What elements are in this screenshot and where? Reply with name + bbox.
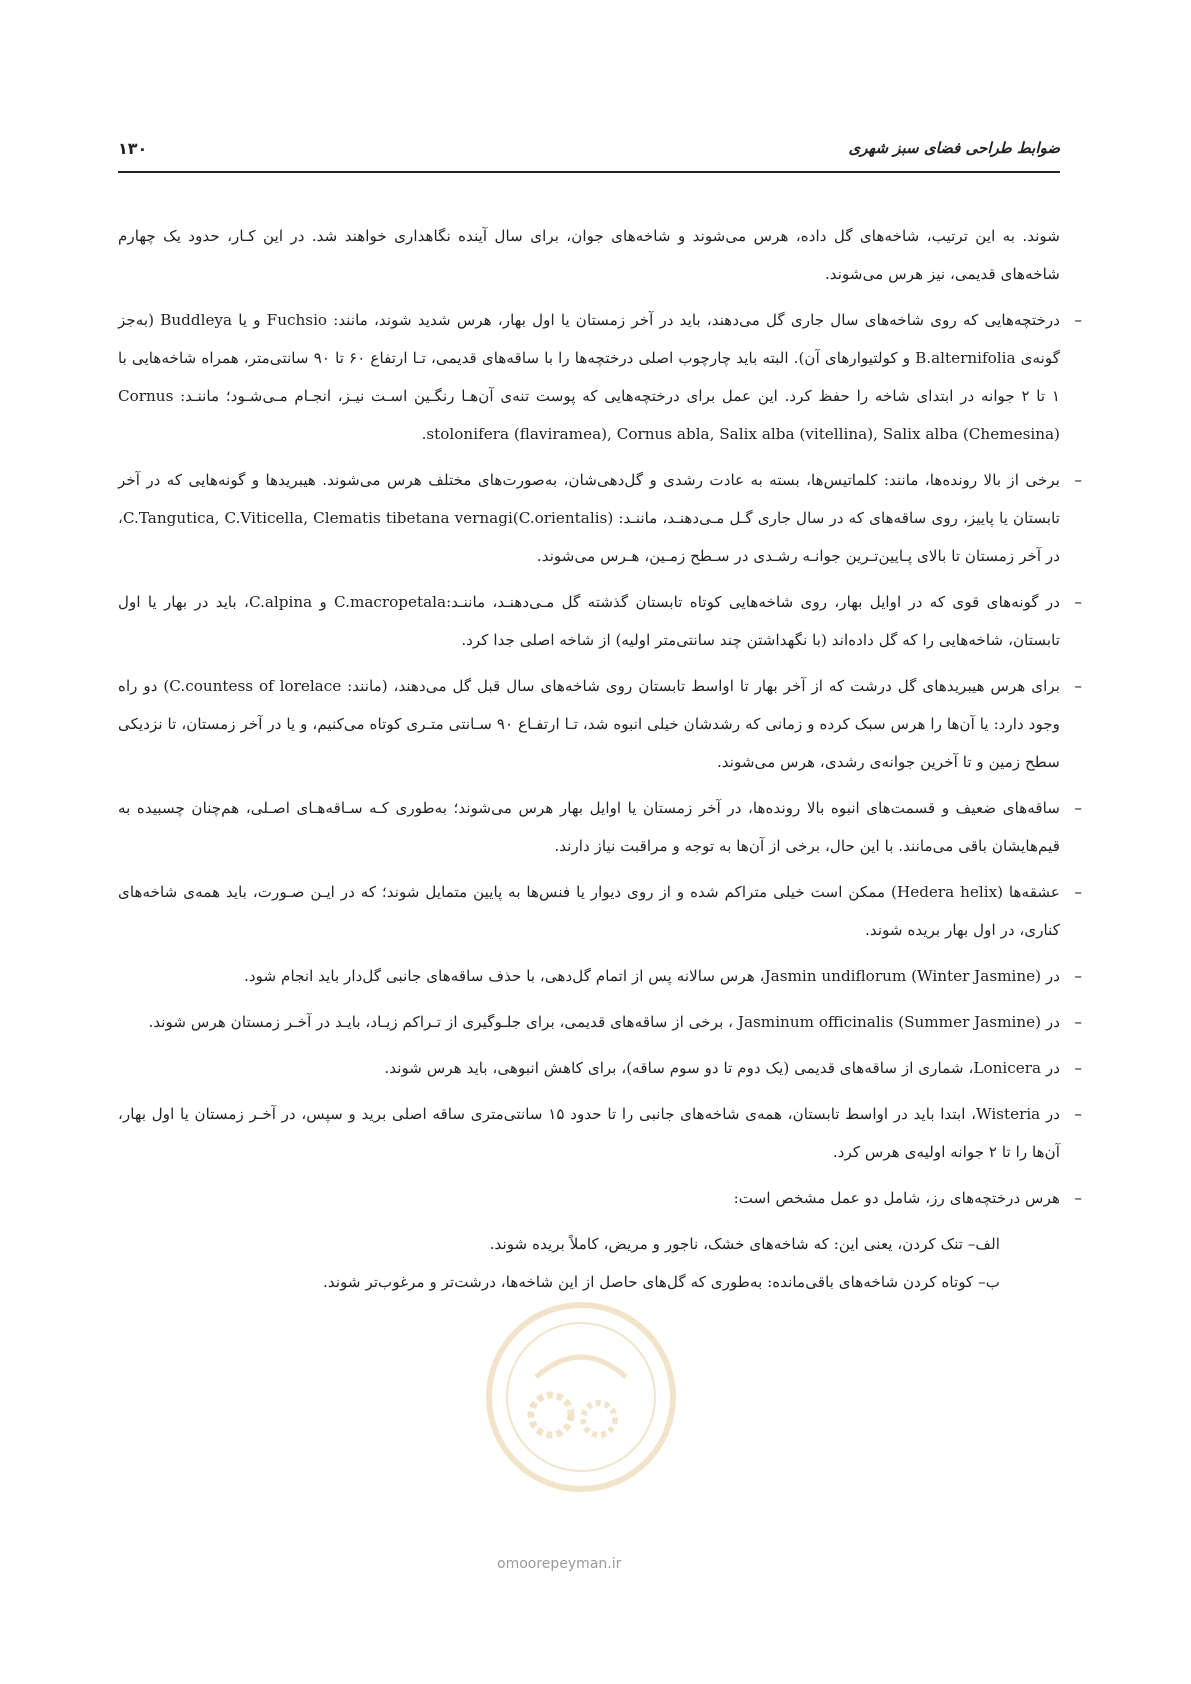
bullet-dash: – [1074, 1189, 1082, 1207]
list-item [118, 461, 1082, 575]
list-item [118, 957, 1082, 995]
list-item-text: ساقه‌های ضعیف و قسمت‌های انبوه بالا رونده‌ها، در آخر زمستان یا اوایل بهار هرس می‌شوند؛ به‌طوری کـه سـاقه‌هـای اصـلی، هم‌چنان چسبیده به قیم‌هایشان باقی می‌مانند. با این حال، برخی از آن‌ها به توجه و مراقبت نیاز دارند. [118, 799, 1060, 855]
list-item [118, 873, 1082, 949]
bullet-dash: – [1074, 593, 1082, 611]
list-item-text: برای هرس هیبریدهای گل درشت که از آخر بهار تا اواسط تابستان روی شاخه‌های سال قبل گل می‌دهند، (مانند: C.countess of lorelace) دو راه وجود دارد: یا آن‌ها را هرس سبک کرده و زمانی که رشدشان خیلی انبوه شد، تـا ارتفـاع ۹۰ سـانتی متـری کوتاه می‌کنیم، و یا در آخر زمستان، تا نزدیکی سطح زمین و تا آخرین جوانه‌ی رشدی، هرس می‌شوند. [118, 677, 1061, 771]
list-item [118, 789, 1082, 865]
bullet-dash: – [1074, 799, 1082, 817]
list-item-text: در گونه‌های قوی که در اوایل بهار، روی شاخه‌هایی کوتاه تابستان گذشته گل مـی‌دهنـد، ماننـد:C.macropetala و C.alpina، باید در بهار یا اول تابستان، شاخه‌هایی را که گل داده‌اند (با نگهداشتن چند سانتی‌متر اولیه) از شاخه اصلی جدا کرد. [118, 593, 1060, 649]
list-item-text: در Wisteria، ابتدا باید در اواسط تابستان، همه‌ی شاخه‌های جانبی را تا حدود ۱۵ سانتی‌متری ساقه اصلی برید و سپس، در آخـر زمستان یا اول بهار، آن‌ها را تا ۲ جوانه اولیه‌ی هرس کرد. [118, 1105, 1060, 1161]
list-item-text: عشقه‌ها (Hedera helix) ممکن است خیلی متراکم شده و از روی دیوار یا فنس‌ها به پایین متمایل شوند؛ که در ایـن صـورت، باید همه‌ی شاخه‌های کناری، در اول بهار بریده شوند. [118, 883, 1060, 939]
list-item-text: در (Jasminum officinalis (Summer Jasmine ، برخی از ساقه‌های قدیمی، برای جلـوگیری از تـراکم زیـاد، بایـد در آخـر زمستان هرس شوند. [148, 1013, 1060, 1031]
bullet-dash: – [1074, 1105, 1082, 1123]
list-item-text: برخی از بالا رونده‌ها، مانند: کلماتیس‌ها، بسته به عادت رشدی و گل‌دهی‌شان، به‌صورت‌های مختلف هرس می‌شوند. هیبریدها و گونه‌هایی که در آخر تابستان یا پاییز، روی ساقه‌های که در سال جاری گـل مـی‌دهنـد، ماننـد: C.Tangutica, C.Viticella, Clematis tibetana vernagi(C.orientalis)، در آخر زمستان تا بالای پـایین‌تـرین جوانـه رشـدی در سـطح زمـین، هـرس می‌شوند. [118, 471, 1060, 565]
list-item [118, 301, 1082, 453]
list-item [118, 1095, 1082, 1171]
list-item [118, 1179, 1082, 1217]
bullet-dash: – [1074, 311, 1082, 329]
bullet-dash: – [1074, 1013, 1082, 1031]
list-item [118, 583, 1082, 659]
sub-item: ب– کوتاه کردن شاخه‌های باقی‌مانده: به‌طوری که گل‌های حاصل از این شاخه‌ها، درشت‌تر و مرغوب‌تر شوند. [323, 1273, 1000, 1291]
list-item-text: درختچه‌هایی که روی شاخه‌های سال جاری گل می‌دهند، باید در آخر زمستان یا اول بهار، هرس شدید شوند، مانند: Fuchsio و یا Buddleya (به‌جز گونه‌ی B.alternifolia و کولتیوارهای آن). البته باید چارچوب اصلی درختچه‌ها را با ساقه‌های قدیمی، تـا ارتفاع ۶۰ تا ۹۰ سانتی‌متر، همراه شاخه‌هایی با ۱ تا ۲ جوانه در ابتدای شاخه را حفظ کرد. این عمل برای درختچه‌هایی که پوست تنه‌ی آن‌هـا رنگـین اسـت نیـز، انجـام مـی‌شـود؛ ماننـد: Cornus stolonifera (flaviramea), Cornus abla, Salix alba (vitellina), Salix alba (Chemesina). [118, 311, 1061, 443]
watermark-logo-icon [481, 1297, 681, 1497]
bullet-dash: – [1074, 883, 1082, 901]
bullet-dash: – [1074, 471, 1082, 489]
body-content [118, 217, 1082, 1301]
list-item [118, 667, 1082, 781]
bullet-dash: – [1074, 967, 1082, 985]
page-number: ۱۳۰ [118, 139, 148, 158]
bullet-dash: – [1074, 677, 1082, 695]
header-title: ضوابط طراحی فضای سبز شهری [848, 139, 1060, 157]
sub-item: الف– تنک کردن، یعنی این: که شاخه‌های خشک، ناجور و مریض، کاملاً بریده شوند. [489, 1235, 1000, 1253]
list-item [118, 1049, 1082, 1087]
page-header [118, 135, 1060, 173]
list-item [118, 1003, 1082, 1041]
list-item-text: هرس درختچه‌های رز، شامل دو عمل مشخص است: [733, 1189, 1060, 1207]
watermark-url: omoorepeyman.ir [497, 1556, 622, 1572]
bullet-dash: – [1074, 1059, 1082, 1077]
list-item-text: در Lonicera، شماری از ساقه‌های قدیمی (یک دوم تا دو سوم ساقه)، برای کاهش انبوهی، باید هرس شوند. [384, 1059, 1060, 1077]
list-item-text: در (Jasmin undiflorum (Winter Jasmine، هرس سالانه پس از اتمام گل‌دهی، با حذف ساقه‌های جانبی گل‌دار باید انجام شود. [244, 967, 1060, 985]
intro-paragraph: شوند. به این ترتیب، شاخه‌های گل داده، هرس می‌شوند و شاخه‌های جوان، برای سال آینده نگاهداری خواهند شد. در این کـار، حدود یک چهارم شاخه‌های قدیمی، نیز هرس می‌شوند. [118, 227, 1060, 283]
